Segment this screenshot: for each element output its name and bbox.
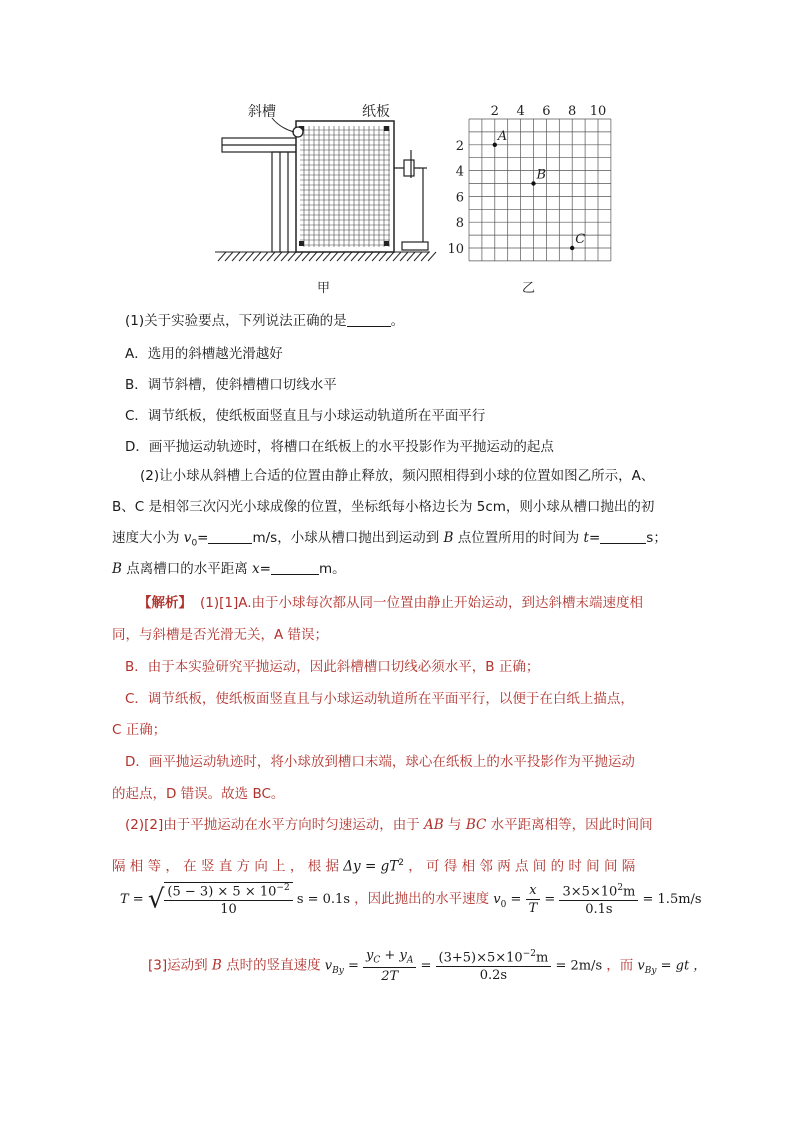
point-A bbox=[493, 143, 497, 147]
analysis-line-9: 隔 相 等 ， 在 竖 直 方 向 上 ， 根 据 $\Delta y = gT^2$ ， 可 得 相 邻 两 点 间 的 时 间 间 隔 bbox=[112, 858, 636, 875]
caption-left: 甲 bbox=[317, 281, 331, 296]
analysis-tag: 【解析】 bbox=[138, 595, 192, 611]
analysis-line-4: C．调节纸板，使纸板面竖直且与小球运动轨道所在平面平行，以便于在白纸上描点， bbox=[125, 691, 634, 707]
point-label-A: A bbox=[497, 128, 508, 144]
caption-right: 乙 bbox=[522, 281, 536, 296]
grid-tick-top-8: 8 bbox=[568, 104, 577, 119]
point-label-B: B bbox=[536, 167, 547, 183]
analysis-line-7: 的起点，D 错误。故选 BC。 bbox=[112, 786, 285, 802]
analysis-line-8: (2)[2]由于平抛运动在水平方向时匀速运动，由于 AB 与 BC 水平距离相等，因此时间间 bbox=[125, 817, 653, 833]
question-2-line-2: B、C 是相邻三次闪光小球成像的位置，坐标纸每小格边长为 5cm，则小球从槽口抛出的初 bbox=[112, 499, 655, 515]
option-c: C．调节纸板，使纸板面竖直且与小球运动轨道所在平面平行 bbox=[125, 408, 486, 424]
question-2-line-1: (2)让小球从斜槽上合适的位置由静止释放，频闪照相得到小球的位置如图乙所示，A、 bbox=[140, 468, 655, 484]
label-chute: 斜槽 bbox=[248, 104, 276, 120]
board bbox=[296, 121, 394, 252]
option-d: D．画平抛运动轨迹时，将槽口在纸板上的水平投影作为平抛运动的起点 bbox=[125, 439, 554, 455]
question-2-line-3: 速度大小为 $v_0= m/s$，小球从槽口抛出到运动到 B 点位置所用的时间为 t= s； bbox=[112, 530, 667, 549]
analysis-line-3: B．由于本实验研究平抛运动，因此斜槽槽口切线必须水平，B 正确； bbox=[125, 659, 540, 675]
coordinate-grid bbox=[469, 119, 611, 261]
grid-tick-left-8: 8 bbox=[455, 216, 464, 232]
grid-tick-left-10: 10 bbox=[447, 242, 464, 257]
analysis-line-5: C 正确； bbox=[112, 722, 167, 738]
question-2-line-4: B 点离槽口的水平距离 x= m。 bbox=[112, 561, 346, 577]
analysis-line-6: D．画平抛运动轨迹时，将小球放到槽口末端，球心在纸板上的水平投影作为平抛运动 bbox=[125, 754, 635, 770]
label-board: 纸板 bbox=[362, 104, 390, 120]
grid-tick-top-2: 2 bbox=[490, 104, 499, 119]
point-C bbox=[570, 246, 574, 250]
table bbox=[222, 138, 298, 252]
analysis-line-1: 【解析】 (1)[1]A.由于小球每次都从同一位置由静止开始运动，到达斜槽末端速度相 bbox=[138, 595, 644, 611]
option-b: B．调节斜槽，使斜槽槽口切线水平 bbox=[125, 377, 337, 393]
stand bbox=[394, 150, 428, 250]
ball bbox=[293, 127, 303, 137]
grid-tick-top-6: 6 bbox=[542, 104, 551, 119]
point-label-C: C bbox=[575, 232, 586, 247]
grid-tick-left-4: 4 bbox=[455, 164, 464, 180]
grid-tick-left-6: 6 bbox=[455, 190, 464, 206]
grid-tick-top-10: 10 bbox=[589, 104, 607, 119]
formula-vertical-velocity: [3]运动到 B 点时的竖直速度 $v_{By}$ = $\frac{y_C + y_A}{2T}$ = $\frac{(3+5)\times 5\times 10^{-2}m}{0.2s}$ = 2m/s ，而 $v_{By}$ = gt ， bbox=[148, 948, 707, 984]
answer-blank-v0[interactable] bbox=[208, 529, 252, 544]
option-a: A．选用的斜槽越光滑越好 bbox=[125, 346, 283, 362]
grid-tick-left-2: 2 bbox=[455, 138, 464, 154]
grid-tick-top-4: 4 bbox=[516, 104, 525, 119]
formula-interval: T = √ $\frac{(5 - 3) \times 5 \times 10^{-2}}{10}$ s = 0.1s ，因此抛出的水平速度 $v_0$ = $\frac{x}{T}$ = $\frac{3\times 5\times 10^2m}{0.1s}$ = 1.5m/s bbox=[120, 882, 702, 918]
answer-blank-1[interactable] bbox=[347, 312, 391, 327]
experiment-figure bbox=[0, 0, 794, 300]
answer-blank-x[interactable] bbox=[271, 560, 319, 575]
ground bbox=[215, 252, 436, 261]
question-1: (1)关于实验要点，下列说法正确的是 。 bbox=[125, 313, 405, 329]
point-B bbox=[531, 181, 535, 185]
analysis-line-2: 同，与斜槽是否光滑无关，A 错误； bbox=[112, 627, 329, 643]
answer-blank-t[interactable] bbox=[600, 529, 646, 544]
